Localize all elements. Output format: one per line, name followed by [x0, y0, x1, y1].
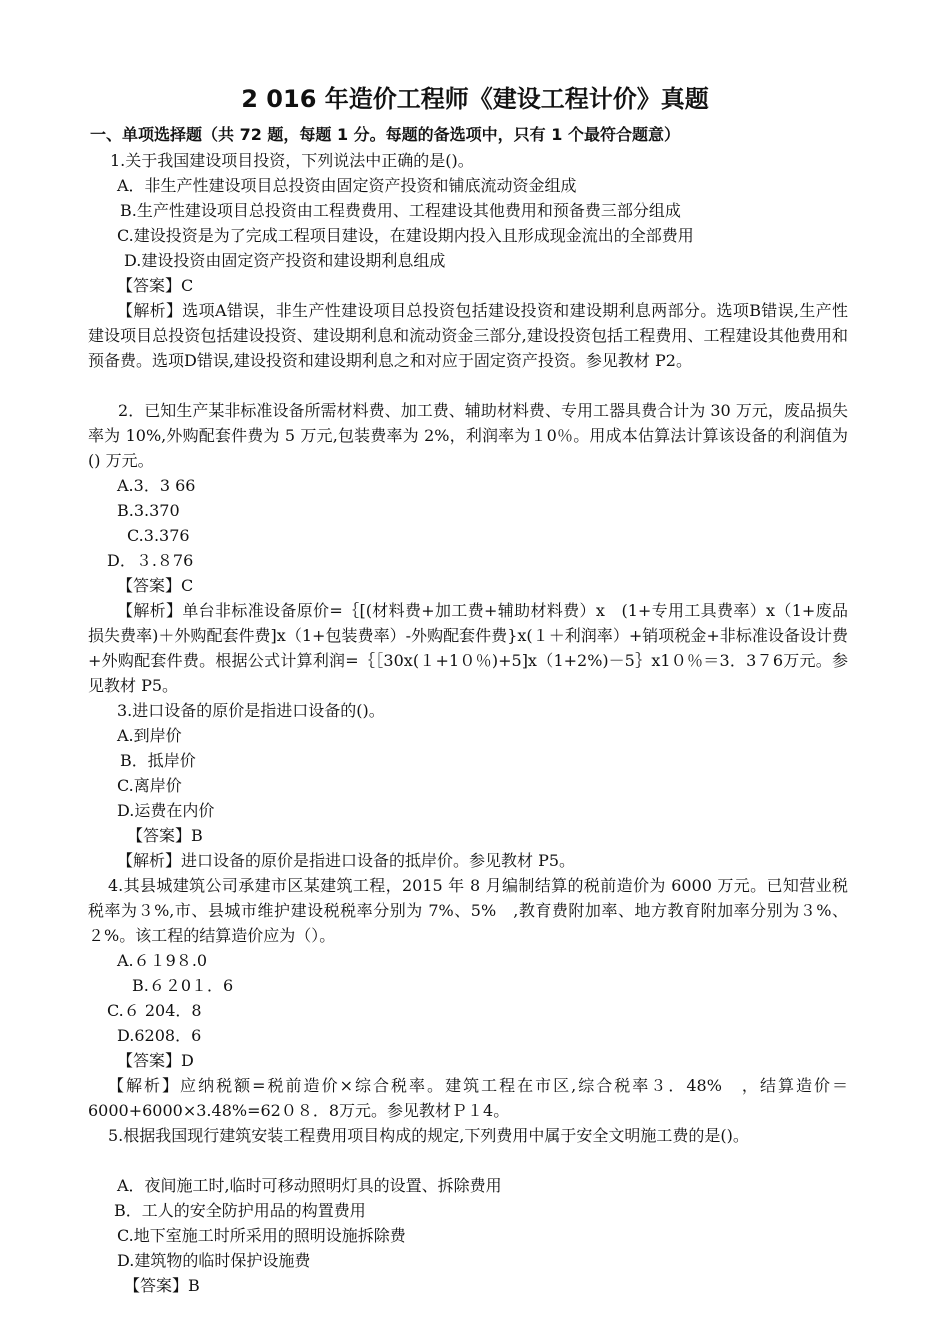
question-3-answer: 【答案】B	[127, 826, 203, 845]
question-3-option-d: D.运费在内价	[117, 801, 215, 820]
question-4-stem: 4.其县城建筑公司承建市区某建筑工程，2015 年 8 月编制结算的税前造价为 6000 万元。已知营业税税率为３%,市、县城市维护建设税税率分别为 7%、5% ,教育费附加率、地方教育附加率分别为３%、２%。该工程的结算造价应为（）。	[88, 876, 848, 945]
question-3-option-a: A.到岸价	[117, 726, 182, 745]
question-1-option-d: D.建设投资由固定资产投资和建设期利息组成	[124, 251, 446, 270]
question-2-option-c: C.3.376	[127, 526, 190, 545]
question-4-answer: 【答案】D	[117, 1051, 194, 1070]
question-1-option-a: A．非生产性建设项目总投资由固定资产投资和铺底流动资金组成	[117, 176, 577, 195]
question-1-analysis: 【解析】选项A错误，非生产性建设项目总投资包括建设投资和建设期利息两部分。选项B错误,生产性建设项目总投资包括建设投资、建设期利息和流动资金三部分,建设投资包括工程费用、工程建设其他费用和预备费。选项D错误,建设投资和建设期利息之和对应于固定资产投资。参见教材 P2。	[88, 301, 848, 370]
question-2-option-a: A.3．3 66	[117, 476, 196, 495]
question-1-option-b: B.生产性建设项目总投资由工程费费用、工程建设其他费用和预备费三部分组成	[120, 201, 681, 220]
question-3-option-b: B．抵岸价	[120, 751, 196, 770]
question-4-analysis: 【解析】应纳税额=税前造价×综合税率。建筑工程在市区,综合税率３．48% ，结算造价＝6000+6000×3.48%=62０８．8万元。参见教材Ｐ１4。	[88, 1076, 848, 1120]
question-5-option-c: C.地下室施工时所采用的照明设施拆除费	[117, 1226, 406, 1245]
question-3-stem: 3.进口设备的原价是指进口设备的()。	[117, 701, 385, 720]
question-4-option-a: A.６１9８.0	[117, 951, 208, 970]
question-1-answer: 【答案】C	[117, 276, 194, 295]
question-1-stem: 1.关于我国建设项目投资，下列说法中正确的是()。	[110, 151, 474, 170]
question-4-option-c: C.６ 204．8	[107, 1001, 202, 1020]
document-title: 2 016 年造价工程师《建设工程计价》真题	[241, 85, 709, 113]
question-5-option-b: B．工人的安全防护用品的构置费用	[114, 1201, 366, 1220]
question-2-option-d: D．３.８76	[107, 551, 194, 570]
question-5-option-a: A．夜间施工时,临时可移动照明灯具的设置、拆除费用	[117, 1176, 502, 1195]
question-1-option-c: C.建设投资是为了完成工程项目建设，在建设期内投入且形成现金流出的全部费用	[117, 226, 694, 245]
question-3-analysis: 【解析】进口设备的原价是指进口设备的抵岸价。参见教材 P5。	[117, 851, 576, 870]
question-5-stem: 5.根据我国现行建筑安装工程费用项目构成的规定,下列费用中属于安全文明施工费的是()。	[108, 1126, 749, 1145]
question-2-analysis: 【解析】单台非标准设备原价=｛[(材料费+加工费+辅助材料费）x (1+专用工具费率）x（1+废品损失费率)＋外购配套件费]x（1+包装费率）-外购配套件费}x(１＋利润率）+销项税金+非标准设备设计费+外购配套件费。根据公式计算利润=｛［30x(１+1０％)+5]x（1+2%)－5｝x1０％＝3．3７6万元。参见教材 P5。	[88, 601, 848, 695]
question-4-option-b: B.６２0１．6	[132, 976, 234, 995]
question-5-option-d: D.建筑物的临时保护设施费	[117, 1251, 311, 1270]
question-2-option-b: B.3.370	[117, 501, 180, 520]
question-3-option-c: C.离岸价	[117, 776, 182, 795]
question-4-option-d: D.6208．6	[117, 1026, 202, 1045]
question-2-answer: 【答案】C	[117, 576, 194, 595]
question-2-stem: 2．已知生产某非标准设备所需材料费、加工费、辅助材料费、专用工器具费合计为 30 万元，废品损失率为 10%,外购配套件费为 5 万元,包装费率为 2%，利润率为１0％。用成本估算法计算该设备的利润值为() 万元。	[88, 401, 848, 470]
section-heading: 一、单项选择题（共 72 题，每题 1 分。每题的备选项中，只有 1 个最符合题意）	[90, 125, 680, 144]
question-5-answer: 【答案】B	[124, 1276, 200, 1295]
